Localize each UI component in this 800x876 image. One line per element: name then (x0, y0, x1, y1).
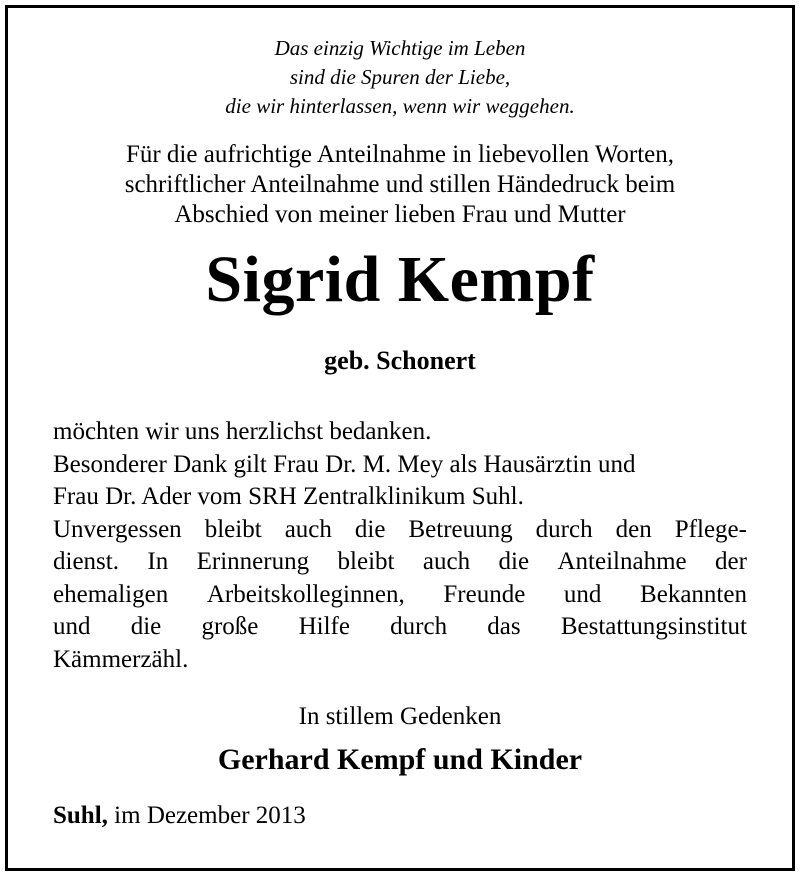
body-word: Hilfe (298, 613, 350, 640)
body-word: auch (284, 515, 332, 543)
intro-text (0, 140, 800, 230)
body-word: Betreuung (408, 515, 513, 543)
body-line: möchten wir uns herzlichst bedanken. (53, 418, 432, 445)
poem-line: sind die Spuren der Liebe, (289, 65, 511, 89)
body-word: Unvergessen (53, 515, 182, 543)
body-line: Frau Dr. Ader vom SRH Zentralklinikum Suhl. (53, 483, 524, 510)
closing-phrase: In stillem Gedenken (298, 703, 502, 730)
body-word: durch (535, 515, 593, 543)
body-word: bleibt (204, 515, 262, 543)
signers: Gerhard Kempf und Kinder (217, 743, 583, 776)
body-word: In (147, 548, 169, 575)
intro-line: Für die aufrichtige Anteilnahme in liebevollen Worten, (125, 141, 675, 168)
body-word: die (354, 515, 386, 543)
body-word: Anteilnahme (557, 548, 687, 575)
body-word: Bestattungsinstitut (560, 613, 747, 640)
place-city: Suhl, (53, 802, 108, 829)
body-word: Freunde (443, 580, 526, 608)
poem-line: die wir hinterlassen, wenn wir weggehen. (225, 94, 575, 118)
body-line (53, 514, 747, 547)
body-line: Kämmerzähl. (53, 645, 189, 673)
body-word: das (487, 613, 521, 640)
body-word: ehemaligen (53, 580, 169, 608)
body-word: und (53, 613, 91, 640)
body-word: große (201, 613, 259, 640)
poem-quote (0, 34, 800, 121)
body-line (53, 546, 747, 579)
deceased-birth-name: geb. Schonert (324, 346, 476, 375)
body-line (53, 611, 747, 644)
body-word: auch (422, 548, 471, 575)
body-word: durch (390, 613, 448, 640)
intro-line: Abschied von meiner lieben Frau und Mutter (174, 201, 626, 228)
deceased-name: Sigrid Kempf (205, 243, 595, 316)
body-word: und (563, 580, 602, 608)
body-word: dienst. (53, 548, 119, 575)
place-date-text: im Dezember 2013 (107, 802, 306, 829)
body-word: Bekannten (640, 580, 747, 608)
body-word: die (130, 613, 162, 640)
body-word: Pflege- (674, 515, 747, 543)
intro-line: schriftlicher Anteilnahme und stillen Händedruck beim (124, 171, 676, 198)
body-word: Arbeitskolleginnen, (206, 580, 405, 608)
place-date (53, 799, 306, 833)
body-line: Besonderer Dank gilt Frau Dr. M. Mey als Hausärztin und (53, 450, 636, 478)
body-word: Erinnerung (196, 548, 310, 575)
body-line (53, 579, 747, 612)
body-word: den (615, 515, 652, 543)
body-word: bleibt (337, 548, 395, 575)
body-word: die (498, 548, 530, 575)
thanks-body (53, 416, 747, 676)
poem-line: Das einzig Wichtige im Leben (274, 36, 526, 60)
body-word: der (715, 548, 747, 575)
